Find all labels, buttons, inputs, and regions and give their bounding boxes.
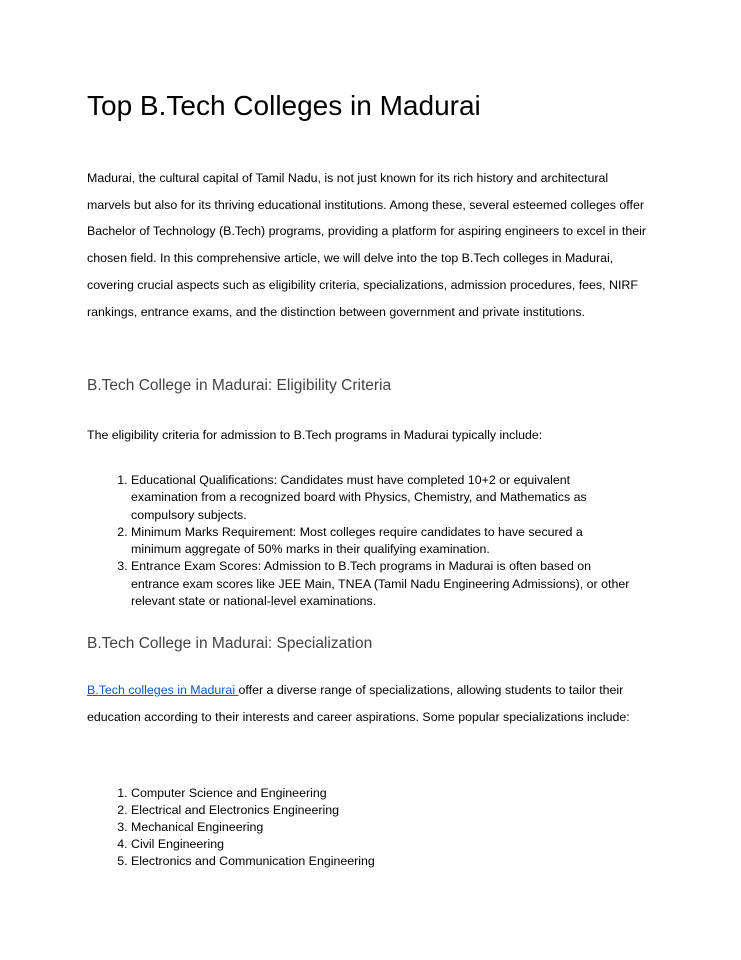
- btech-colleges-link[interactable]: B.Tech colleges in Madurai: [87, 683, 239, 697]
- list-item: 1. Educational Qualifications: Candidates must have completed 10+2 or equivalent examination from a recognized board with Physics, Chemistry, and Mathematics as compulsory subjects.: [131, 472, 631, 524]
- list-item: 3. Mechanical Engineering: [131, 819, 631, 836]
- eligibility-list: [87, 472, 631, 610]
- intro-paragraph: Madurai, the cultural capital of Tamil Nadu, is not just known for its rich history and architectural marvels but also for its thriving educational institutions. Among these, several esteemed colleges offer Bachelor of Technology (B.Tech) programs, providing a platform for aspiring engineers to excel in their chosen field. In this comprehensive article, we will delve into the top B.Tech colleges in Madurai, covering crucial aspects such as eligibility criteria, specializations, admission procedures, fees, NIRF rankings, entrance exams, and the distinction between government and private institutions.: [87, 171, 647, 319]
- list-item: 1. Computer Science and Engineering: [131, 785, 631, 802]
- specialization-paragraph: [87, 677, 652, 731]
- list-item: 4. Civil Engineering: [131, 836, 631, 853]
- page-title: Top B.Tech Colleges in Madurai: [87, 90, 481, 121]
- eligibility-lead: The eligibility criteria for admission to B.Tech programs in Madurai typically include:: [87, 428, 543, 442]
- eligibility-heading: B.Tech College in Madurai: Eligibility Criteria: [87, 377, 392, 394]
- specialization-heading: B.Tech College in Madurai: Specialization: [87, 635, 373, 652]
- specialization-list: [87, 785, 631, 870]
- list-item: 3. Entrance Exam Scores: Admission to B.Tech programs in Madurai is often based on entrance exam scores like JEE Main, TNEA (Tamil Nadu Engineering Admissions), or other relevant state or national-level examinations.: [131, 558, 631, 610]
- specialization-paragraph-text: offer a diverse range of specializations, allowing students to tailor their education according to their interests and career aspirations. Some popular specializations include:: [87, 683, 630, 725]
- list-item: 5. Electronics and Communication Engineering: [131, 853, 631, 870]
- list-item: 2. Minimum Marks Requirement: Most colleges require candidates to have secured a minimum aggregate of 50% marks in their qualifying examination.: [131, 524, 631, 559]
- list-item: 2. Electrical and Electronics Engineering: [131, 802, 631, 819]
